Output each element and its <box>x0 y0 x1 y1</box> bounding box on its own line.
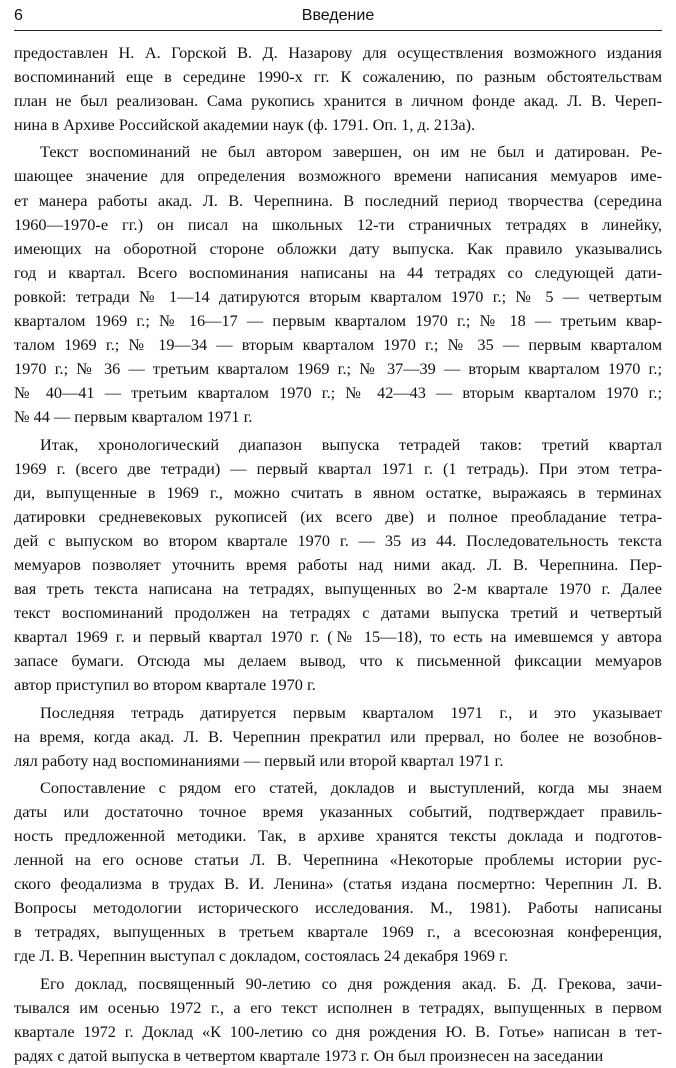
page-number: 6 <box>14 7 23 24</box>
paragraph <box>14 776 662 969</box>
text-line: датировки средневековых рукописей (их всего две) и полное преобладание тетра- <box>14 506 662 526</box>
section-title: Введение <box>301 7 375 24</box>
text-line: год и квартал. Всего воспоминания написаны на 44 тетрадях со следующей дати- <box>14 262 662 282</box>
text-line: воспоминаний еще в середине 1990-х гг. К сожалению, по разным обстоятельствам <box>14 67 662 87</box>
text-line: радях с датой выпуска в четвертом квартале 1973 г. Он был произнесен на заседании <box>14 1045 604 1065</box>
text-line: Сопоставление с рядом его статей, докладов и выступлений, когда мы знаем <box>40 777 662 797</box>
text-line: ленной на его основе статьи Л. В. Черепнина «Некоторые проблемы истории рус- <box>14 850 662 870</box>
paragraph <box>14 140 662 429</box>
text-line: Последняя тетрадь датируется первым кварталом 1971 г., и это указывает <box>40 702 662 722</box>
text-line: ет манера работы акад. Л. В. Черепнина. В последний период творчества (середина <box>14 190 662 210</box>
paragraph <box>14 972 662 1068</box>
text-line: ность предложенной методики. Так, в архиве хранятся тексты доклада и подготов- <box>14 826 662 845</box>
text-line: вая треть текста написана на тетрадях, выпущенных во 2-м квартале 1970 г. Далее <box>14 579 662 599</box>
text-line: 1970 г.; № 36 — третьим кварталом 1969 г.; № 37—39 — вторым кварталом 1970 г.; <box>14 359 662 379</box>
paragraph <box>14 433 662 698</box>
text-line: в тетрадях, выпущенных в третьем квартале 1969 г., а всесоюзная конференция, <box>14 922 662 942</box>
text-line: план не был реализован. Сама рукопись хранится в личном фонде акад. Л. В. Череп- <box>14 91 662 111</box>
text-line: автор приступил во втором квартале 1970 г. <box>14 675 316 695</box>
text-line: где Л. В. Черепнин выступал с докладом, состоялась 24 декабря 1969 г. <box>14 946 509 966</box>
text-line: предоставлен Н. А. Горской В. Д. Назарову для осуществления возможного издания <box>14 43 662 62</box>
text-line: Его доклад, посвященный 90-летию со дня рождения акад. Б. Д. Грекова, зачи- <box>40 973 662 993</box>
text-line: на время, когда акад. Л. В. Черепнин прекратил или прервал, но более не возобнов- <box>14 726 662 746</box>
text-line: запасе бумаги. Отсюда мы делаем вывод, что к письменной фиксации мемуаров <box>14 651 662 671</box>
text-line: кварталом 1969 г.; № 16—17 — первым кварталом 1970 г.; № 18 — третьим квар- <box>14 311 662 331</box>
text-line: даты или достаточно точное время указанных событий, подтверждает правиль- <box>14 801 662 821</box>
text-line: Текст воспоминаний не был автором завершен, он им не был и датирован. Ре- <box>40 142 662 162</box>
running-header <box>14 0 662 31</box>
text-line: ди, выпущенные в 1969 г., можно считать в явном остатке, выражаясь в терминах <box>14 482 662 502</box>
text-line: шающее значение для определения возможного времени написания мемуаров име- <box>14 166 662 186</box>
book-page <box>14 0 662 1065</box>
text-line: квартале 1972 г. Доклад «К 100-летию со дня рождения Ю. В. Готье» написан в тет- <box>14 1021 662 1041</box>
text-line: Вопросы методологии исторического исследования. М., 1981). Работы написаны <box>14 898 662 918</box>
text-line: тывался им осенью 1972 г., а его текст исполнен в тетрадях, выпущенных в первом <box>14 997 662 1017</box>
text-line: лял работу над воспоминаниями — первый или второй квартал 1971 г. <box>14 750 504 770</box>
text-line: мемуаров позволяет уточнить время работы над ними акад. Л. В. Черепнина. Пер- <box>14 554 662 574</box>
text-line: нина в Архиве Российской академии наук (ф. 1791. Оп. 1, д. 213а). <box>14 115 476 135</box>
text-line: текст воспоминаний продолжен на тетрадях с датами выпуска третий и четвертый <box>14 603 662 623</box>
text-line: имеющих на оборотной стороне обложки дату выпуска. Как правило указывались <box>14 238 662 258</box>
text-line: талом 1969 г.; № 19—34 — вторым кварталом 1970 г.; № 35 — первым кварталом <box>14 335 662 355</box>
text-line: № 44 — первым кварталом 1971 г. <box>14 407 253 427</box>
text-line: ского феодализма в трудах В. И. Ленина» (статья издана посмертно: Черепнин Л. В. <box>14 874 662 894</box>
paragraph <box>14 41 662 137</box>
text-line: квартал 1969 г. и первый квартал 1970 г. (№ 15—18), то есть на имевшемся у автора <box>14 627 662 647</box>
text-line: Итак, хронологический диапазон выпуска тетрадей таков: третий квартал <box>40 434 662 454</box>
body-text <box>14 41 662 1068</box>
text-line: № 40—41 — третьим кварталом 1970 г.; № 42—43 — вторым кварталом 1970 г.; <box>14 383 662 403</box>
text-line: ровкой: тетради № 1—14 датируются вторым кварталом 1970 г.; № 5 — четвертым <box>14 286 662 306</box>
paragraph <box>14 701 662 773</box>
text-line: 1960—1970-е гг.) он писал на школьных 12-ти страничных тетрадях в линейку, <box>14 214 662 234</box>
text-line: дей с выпуском во втором квартале 1970 г. — 35 из 44. Последовательность текста <box>14 530 662 550</box>
text-line: 1969 г. (всего две тетради) — первый квартал 1971 г. (1 тетрадь). При этом тетра- <box>14 458 662 478</box>
